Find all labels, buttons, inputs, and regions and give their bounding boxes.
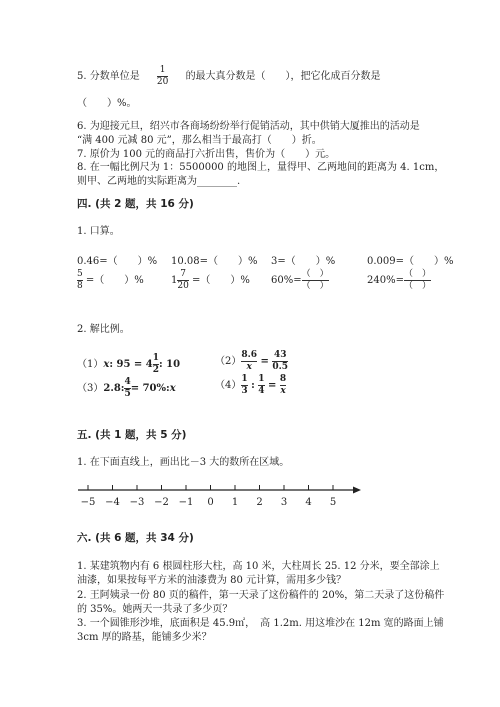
q41-r1-b: 10.08=（ ）% bbox=[171, 256, 258, 267]
q63-line2: 3cm 厚的路基，能铺多少米？ bbox=[77, 632, 212, 643]
q62-line2: 的 35%。她两天一共录了多少页？ bbox=[77, 604, 233, 615]
q41-r1-c: 3=（ ）% bbox=[271, 256, 336, 267]
number-line-label: −5 bbox=[80, 497, 96, 508]
number-line-label: −1 bbox=[178, 497, 194, 508]
number-line-label: −2 bbox=[154, 497, 169, 508]
q41-r2-a: $\frac{5}{8}$ =（ ）% bbox=[77, 269, 144, 291]
q41-r2-d: 240%= $\frac{( )}{( )}$ bbox=[367, 269, 431, 291]
q42-title: 2. 解比例。 bbox=[77, 324, 130, 335]
q41-r2-b: 1 $\frac{7}{20}$ =（ ）% bbox=[171, 269, 250, 291]
number-line-label: 4 bbox=[305, 497, 312, 508]
q42-p4: （4） $\frac{1}{3}$ : $\frac{1}{4}$ = $\frac{8}{x}$ bbox=[215, 374, 287, 396]
number-line-ticks bbox=[81, 485, 337, 508]
section4-title: 四. (共 2 题，共 16 分) bbox=[77, 198, 194, 210]
q42-p1: （1）x: 95 = 4 $\frac{1}{2}$ : 10 bbox=[77, 353, 181, 375]
q8-line2: 则甲、乙两地的实际距离为________. bbox=[77, 176, 241, 187]
number-line-arrow bbox=[353, 487, 361, 494]
number-line-label: −3 bbox=[129, 497, 145, 508]
q62-line1: 2. 王阿姨录一份 80 页的稿件，第一天录了这份稿件的 20%，第二天录了这份稿件 bbox=[77, 590, 445, 601]
q5-line1: 5. 分数单位是 $\frac{1}{20}$ 的最大真分数是（ ），把它化成百分数是 bbox=[77, 65, 381, 87]
q6-line2: “满 400 元减 80 元”，那么相当于最高打（ ）折。 bbox=[77, 135, 322, 146]
section5-title: 五. (共 1 题，共 5 分) bbox=[77, 429, 187, 441]
q41-r2-c: 60%= $\frac{( )}{( )}$ bbox=[271, 269, 329, 291]
q61-line1: 1. 某建筑物内有 6 根圆柱形大柱，高 10 米，大柱周长 25. 12 分米，要全部涂上 bbox=[77, 561, 440, 572]
q41-r1-a: 0.46=（ ）% bbox=[77, 256, 158, 267]
q8-line1: 8. 在一幅比例尺为 1：5500000 的地图上，量得甲、乙两地间的距离为 4. 1cm， bbox=[77, 162, 445, 173]
q5-line2: （ ）%。 bbox=[77, 98, 137, 109]
number-line-label: 1 bbox=[231, 497, 239, 508]
q41-title: 1. 口算。 bbox=[77, 226, 120, 237]
number-line-label: 5 bbox=[329, 497, 337, 508]
q51-text: 1. 在下面直线上，画出比－3 大的数所在区域。 bbox=[77, 457, 290, 468]
q42-p3: （3）2.8: $\frac{4}{5}$ = 70%:x bbox=[77, 377, 176, 399]
q7-line1: 7. 原价为 100 元的商品打六折出售，售价为（ ）元。 bbox=[77, 149, 336, 160]
number-line-label: 2 bbox=[256, 497, 263, 508]
number-line-label: 0 bbox=[207, 497, 214, 508]
number-line-label: 3 bbox=[280, 497, 288, 508]
section6-title: 六. (共 6 题，共 34 分) bbox=[77, 532, 194, 544]
q63-line1: 3. 一个圆锥形沙堆，底面积是 45.9㎡， 高 1.2m. 用这堆沙在 12m 宽的路面上铺 bbox=[77, 618, 444, 629]
q5-fraction: $\frac{1}{20}$ bbox=[156, 65, 169, 87]
q41-r1-d: 0.009=（ ）% bbox=[367, 256, 454, 267]
q42-p2: （2） $\frac{8.6}{x}$ = $\frac{43}{0.5}$ bbox=[215, 350, 289, 372]
q61-line2: 油漆，如果按每平方米的油漆费为 80 元计算，需用多少钱？ bbox=[77, 575, 347, 586]
q6-line1: 6. 为迎接元旦，绍兴市各商场纷纷举行促销活动，其中供销大厦推出的活动是 bbox=[77, 121, 420, 132]
number-line-label: −4 bbox=[105, 497, 120, 508]
